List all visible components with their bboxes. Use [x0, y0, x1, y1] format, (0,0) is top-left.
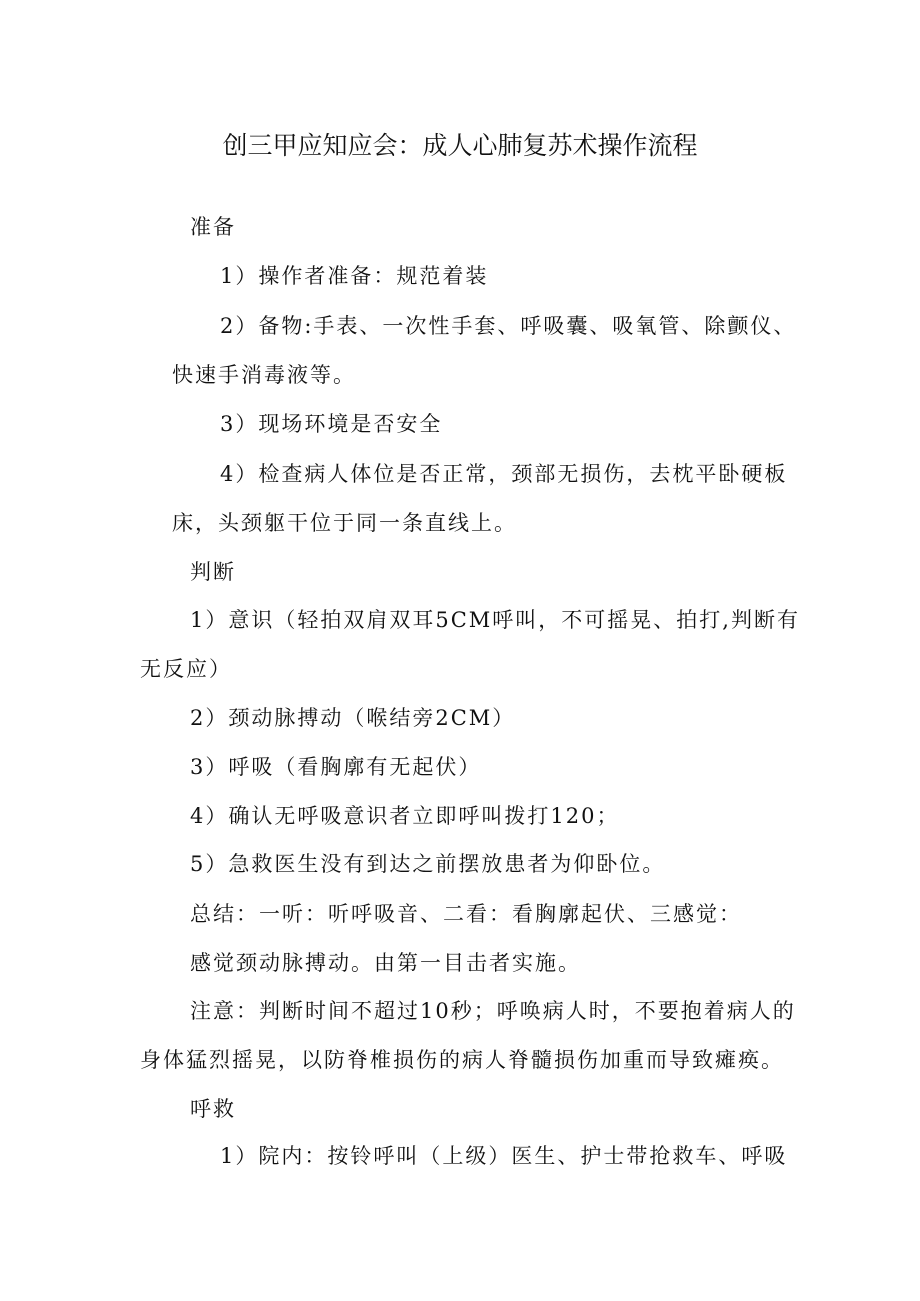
- list-item: 3）呼吸（看胸廓有无起伏）: [190, 755, 482, 779]
- list-item: 4）确认无呼吸意识者立即呼叫拨打120；: [190, 804, 620, 828]
- note-paragraph-continuation: 身体猛烈摇晃，以防脊椎损伤的病人脊髓损伤加重而导致瘫痪。: [140, 1048, 784, 1072]
- list-item: 4）检查病人体位是否正常，颈部无损伤，去枕平卧硬板: [220, 462, 788, 486]
- list-item: 1）操作者准备：规范着装: [220, 264, 489, 288]
- list-item-continuation: 快速手消毒液等。: [172, 363, 356, 387]
- section-heading-assessment: 判断: [190, 560, 236, 584]
- section-heading-preparation: 准备: [190, 215, 236, 239]
- summary-paragraph-continuation: 感觉颈动脉搏动。由第一目击者实施。: [190, 951, 581, 975]
- list-item-continuation: 床，头颈躯干位于同一条直线上。: [172, 511, 517, 535]
- list-item: 2）备物:手表、一次性手套、呼吸囊、吸氧管、除颤仪、: [220, 314, 797, 338]
- document-title: 创三甲应知应会：成人心肺复苏术操作流程: [222, 131, 698, 160]
- list-item-continuation: 无反应）: [140, 657, 232, 681]
- list-item: 1）意识（轻拍双肩双耳5CM呼叫，不可摇晃、拍打,判断有: [190, 608, 800, 632]
- summary-paragraph: 总结：一听：听呼吸音、二看：看胸廓起伏、三感觉：: [190, 902, 742, 926]
- list-item: 3）现场环境是否安全: [220, 412, 443, 436]
- list-item: 5）急救医生没有到达之前摆放患者为仰卧位。: [190, 852, 666, 876]
- section-heading-call-for-help: 呼救: [190, 1097, 236, 1121]
- note-paragraph: 注意：判断时间不超过10秒；呼唤病人时，不要抱着病人的: [190, 999, 796, 1023]
- list-item: 2）颈动脉搏动（喉结旁2CM）: [190, 706, 516, 730]
- list-item: 1）院内：按铃呼叫（上级）医生、护士带抢救车、呼吸: [220, 1144, 788, 1168]
